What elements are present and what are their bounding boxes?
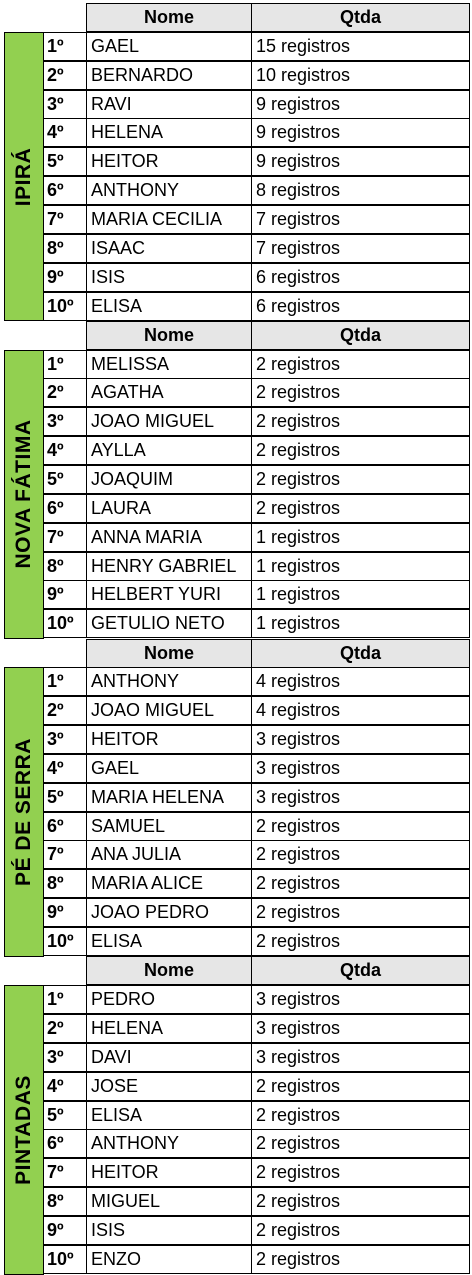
name-cell: JOAO PEDRO [86,898,252,927]
name-cell: JOSE [86,1072,252,1101]
name-cell: ANNA MARIA [86,523,252,552]
table-row [43,898,470,927]
table-row [43,812,470,841]
qty-cell: 6 registros [251,292,470,321]
column-header-qtda: Qtda [251,956,470,985]
name-cell: MARIA CECILIA [86,205,252,234]
column-header-nome: Nome [86,3,252,32]
name-cell: HELENA [86,118,252,147]
rank-cell: 5º [43,465,87,494]
table-row [43,725,470,754]
rank-cell: 5º [43,783,87,812]
name-cell: ELISA [86,1101,252,1130]
qty-cell: 2 registros [251,1187,470,1216]
table-row [43,985,470,1014]
table-row [43,234,470,263]
qty-cell: 4 registros [251,696,470,725]
column-header-nome: Nome [86,321,252,350]
qty-cell: 2 registros [251,1245,470,1274]
qty-cell: 1 registros [251,523,470,552]
name-cell: BERNARDO [86,61,252,90]
rank-cell: 4º [43,436,87,465]
qty-cell: 2 registros [251,898,470,927]
rank-cell: 8º [43,1187,87,1216]
table-row [43,869,470,898]
qty-cell: 2 registros [251,378,470,407]
name-cell: HEITOR [86,1158,252,1187]
qty-cell: 1 registros [251,552,470,581]
city-name: IPIRÁ [12,147,35,206]
qty-cell: 9 registros [251,90,470,119]
name-cell: HEITOR [86,147,252,176]
rank-cell: 2º [43,1014,87,1043]
qty-cell: 7 registros [251,234,470,263]
name-cell: MARIA ALICE [86,869,252,898]
rank-cell: 8º [43,234,87,263]
name-cell: ELISA [86,292,252,321]
rank-cell: 5º [43,1101,87,1130]
rank-cell: 4º [43,1072,87,1101]
name-cell: ISIS [86,263,252,292]
qty-cell: 3 registros [251,754,470,783]
table-row [43,1072,470,1101]
qty-cell: 2 registros [251,927,470,956]
name-cell: ANTHONY [86,1129,252,1158]
rank-cell: 1º [43,985,87,1014]
column-header-nome: Nome [86,956,252,985]
rank-cell: 6º [43,494,87,523]
table-row [43,205,470,234]
table-row [43,1158,470,1187]
table-row [43,350,470,379]
qty-cell: 1 registros [251,609,470,638]
table-row [43,407,470,436]
rank-cell: 10º [43,1245,87,1274]
table-row [43,523,470,552]
rank-cell: 1º [43,350,87,379]
name-cell: AGATHA [86,378,252,407]
qty-cell: 6 registros [251,263,470,292]
name-cell: ENZO [86,1245,252,1274]
table-row [43,667,470,696]
qty-cell: 15 registros [251,32,470,61]
section-pintadas [0,956,472,1273]
qty-cell: 7 registros [251,205,470,234]
rank-cell: 10º [43,292,87,321]
name-cell: ISAAC [86,234,252,263]
qty-cell: 3 registros [251,1014,470,1043]
qty-cell: 3 registros [251,1043,470,1072]
table-row [43,292,470,321]
table-row [43,1216,470,1245]
qty-cell: 2 registros [251,436,470,465]
city-label [4,667,44,957]
name-cell: ISIS [86,1216,252,1245]
table-row [43,147,470,176]
name-cell: ELISA [86,927,252,956]
table-row [43,1245,470,1274]
rank-cell: 6º [43,1129,87,1158]
rank-cell: 4º [43,754,87,783]
section-nova-fátima [0,321,472,638]
table-row [43,1014,470,1043]
table-row [43,580,470,609]
rank-cell: 1º [43,32,87,61]
qty-cell: 2 registros [251,1216,470,1245]
name-cell: LAURA [86,494,252,523]
qty-cell: 2 registros [251,869,470,898]
rank-cell: 7º [43,1158,87,1187]
city-label [4,32,44,322]
name-cell: GAEL [86,32,252,61]
name-cell: MIGUEL [86,1187,252,1216]
qty-cell: 2 registros [251,1101,470,1130]
qty-cell: 2 registros [251,494,470,523]
name-cell: SAMUEL [86,812,252,841]
name-cell: PEDRO [86,985,252,1014]
table-row [43,696,470,725]
table-row [43,1101,470,1130]
name-cell: HELBERT YURI [86,580,252,609]
table-row [43,118,470,147]
rank-cell: 6º [43,812,87,841]
rank-cell: 8º [43,869,87,898]
qty-cell: 2 registros [251,1158,470,1187]
column-header-qtda: Qtda [251,321,470,350]
qty-cell: 4 registros [251,667,470,696]
name-cell: GAEL [86,754,252,783]
qty-cell: 8 registros [251,176,470,205]
rank-cell: 9º [43,263,87,292]
table-row [43,754,470,783]
name-cell: MELISSA [86,350,252,379]
rank-cell: 3º [43,407,87,436]
name-cell: AYLLA [86,436,252,465]
table-row [43,176,470,205]
name-cell: JOAQUIM [86,465,252,494]
rank-cell: 10º [43,609,87,638]
table-row [43,552,470,581]
qty-cell: 2 registros [251,1129,470,1158]
qty-cell: 2 registros [251,465,470,494]
qty-cell: 10 registros [251,61,470,90]
table-row [43,32,470,61]
name-cell: JOAO MIGUEL [86,407,252,436]
rank-cell: 2º [43,61,87,90]
rank-cell: 8º [43,552,87,581]
qty-cell: 2 registros [251,840,470,869]
table-row [43,1129,470,1158]
rank-cell: 10º [43,927,87,956]
rank-cell: 6º [43,176,87,205]
table-row [43,378,470,407]
table-row [43,465,470,494]
name-cell: DAVI [86,1043,252,1072]
name-cell: GETULIO NETO [86,609,252,638]
table-row [43,263,470,292]
rank-cell: 2º [43,378,87,407]
city-name: PINTADAS [12,1074,35,1185]
rank-cell: 1º [43,667,87,696]
table-row [43,436,470,465]
rank-cell: 2º [43,696,87,725]
name-cell: ANA JULIA [86,840,252,869]
rank-cell: 9º [43,1216,87,1245]
rank-cell: 3º [43,1043,87,1072]
qty-cell: 2 registros [251,407,470,436]
qty-cell: 1 registros [251,580,470,609]
name-cell: JOAO MIGUEL [86,696,252,725]
rank-cell: 5º [43,147,87,176]
qty-cell: 2 registros [251,1072,470,1101]
section-pé-de-serra [0,639,472,956]
table-row [43,1043,470,1072]
name-cell: HEITOR [86,725,252,754]
city-label [4,985,44,1275]
column-header-nome: Nome [86,639,252,668]
name-cell: ANTHONY [86,176,252,205]
qty-cell: 3 registros [251,725,470,754]
table-row [43,61,470,90]
city-name: PÉ DE SERRA [12,738,35,887]
rank-cell: 7º [43,840,87,869]
qty-cell: 2 registros [251,350,470,379]
section-ipirá [0,3,472,320]
city-label [4,350,44,640]
qty-cell: 3 registros [251,783,470,812]
name-cell: HENRY GABRIEL [86,552,252,581]
table-row [43,90,470,119]
rank-cell: 9º [43,898,87,927]
qty-cell: 9 registros [251,118,470,147]
table-row [43,1187,470,1216]
name-cell: HELENA [86,1014,252,1043]
rank-cell: 7º [43,205,87,234]
name-cell: MARIA HELENA [86,783,252,812]
qty-cell: 9 registros [251,147,470,176]
rank-cell: 3º [43,725,87,754]
city-name: NOVA FÁTIMA [12,419,35,569]
table-row [43,609,470,638]
qty-cell: 3 registros [251,985,470,1014]
rank-cell: 3º [43,90,87,119]
table-row [43,783,470,812]
table-row [43,494,470,523]
column-header-qtda: Qtda [251,639,470,668]
table-row [43,840,470,869]
rank-cell: 7º [43,523,87,552]
rank-cell: 9º [43,580,87,609]
qty-cell: 2 registros [251,812,470,841]
column-header-qtda: Qtda [251,3,470,32]
rank-cell: 4º [43,118,87,147]
name-cell: ANTHONY [86,667,252,696]
name-cell: RAVI [86,90,252,119]
table-row [43,927,470,956]
